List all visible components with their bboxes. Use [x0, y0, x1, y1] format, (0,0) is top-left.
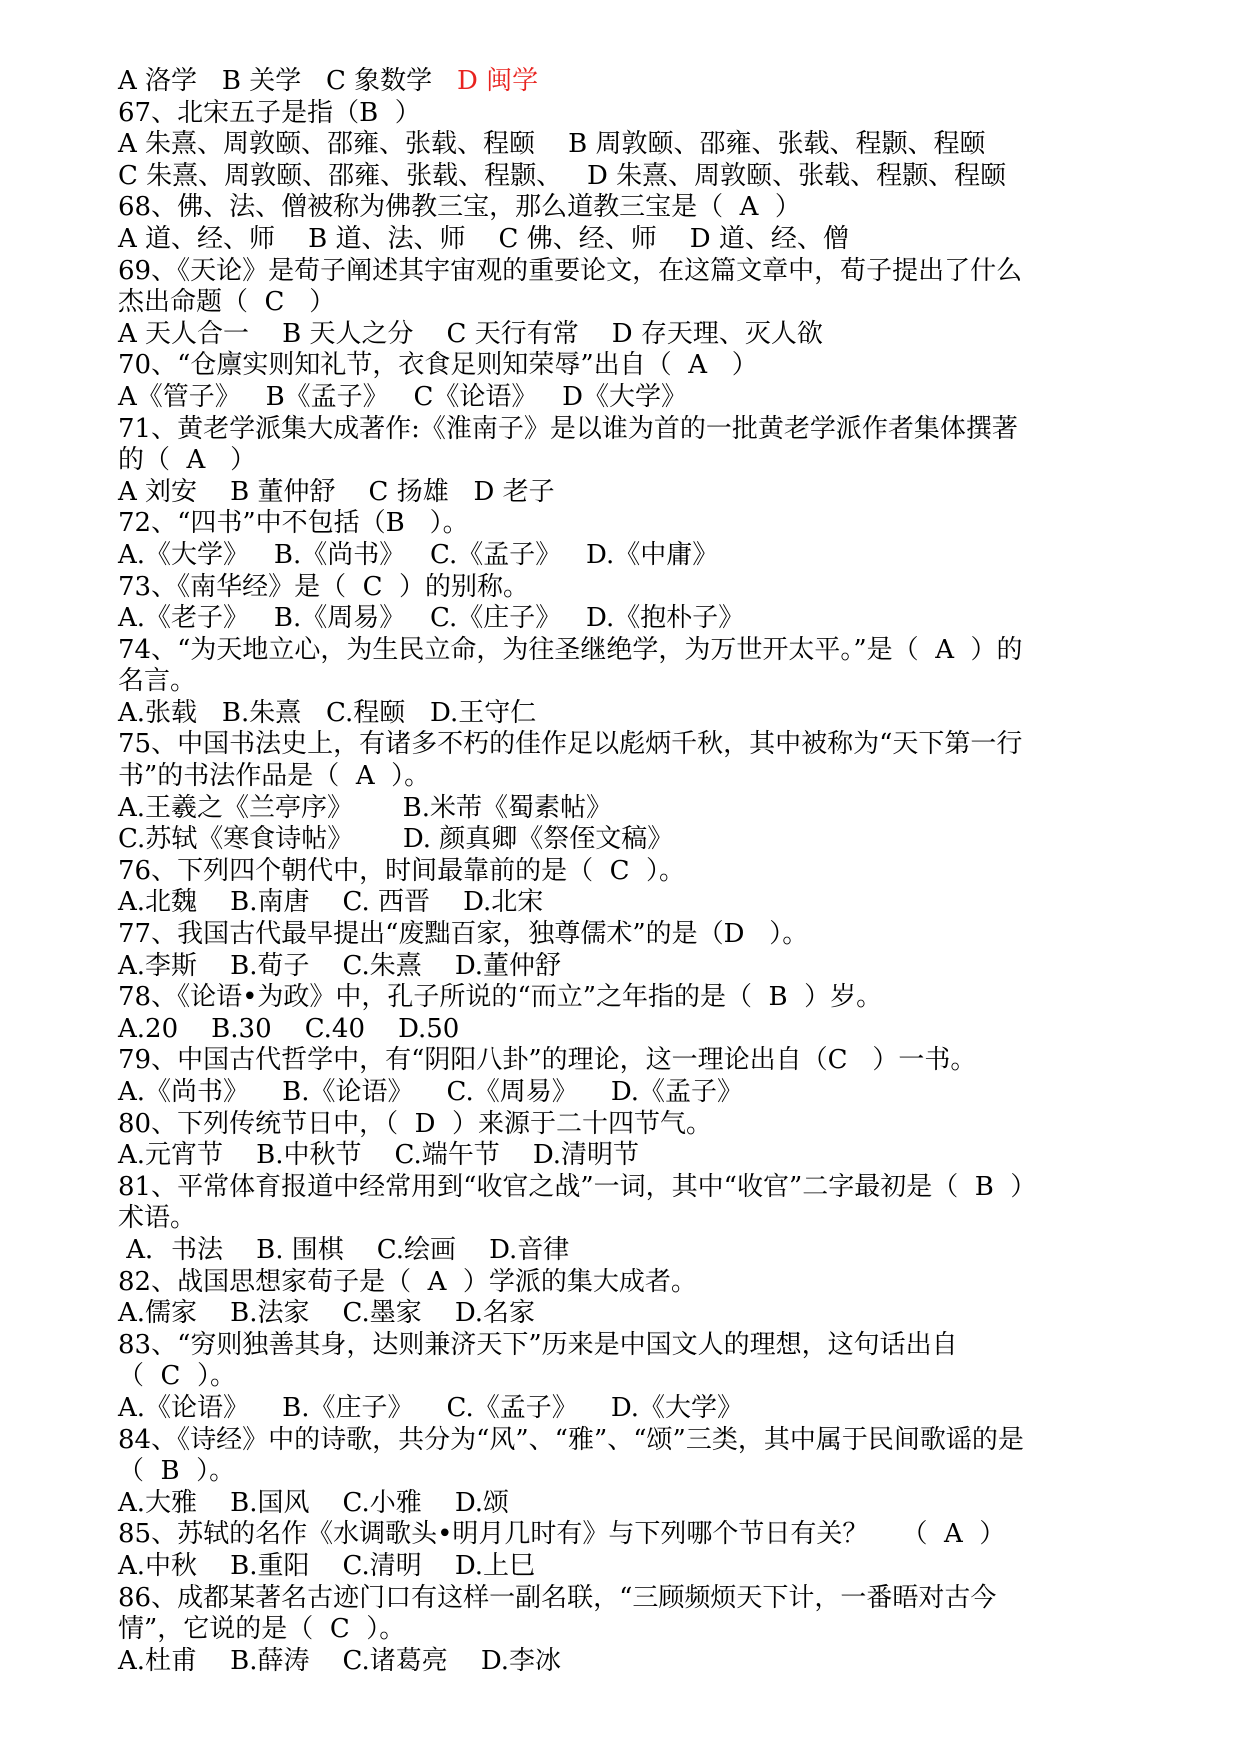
line-text: A《管子》 B《孟子》 C《论语》 D《大学》: [118, 381, 688, 412]
line-text: 72、“四书”中不包括（B ）。: [118, 508, 469, 539]
text-line: [118, 1330, 1128, 1362]
text-line: [118, 129, 1128, 161]
text-line: [118, 1614, 1128, 1646]
line-text: 73、《南华经》是（ C ）的别称。: [118, 571, 530, 602]
text-line: [118, 477, 1128, 509]
text-line: [118, 66, 1128, 98]
text-line: [118, 1583, 1128, 1615]
line-text: A.《老子》 B.《周易》 C.《庄子》 D.《抱朴子》: [118, 603, 745, 634]
text-line: [118, 1393, 1128, 1425]
text-line: [118, 445, 1128, 477]
text-line: [118, 1456, 1128, 1488]
text-line: [118, 1235, 1128, 1267]
text-line: [118, 666, 1128, 698]
line-text: 85、苏轼的名作《水调歌头•明月几时有》与下列哪个节日有关？ （ A ）: [118, 1519, 1006, 1550]
text-line: [118, 793, 1128, 825]
text-line: [118, 161, 1128, 193]
text-line: [118, 603, 1128, 635]
text-line: [118, 572, 1128, 604]
text-line: [118, 761, 1128, 793]
line-text: 杰出命题（ C ）: [118, 287, 336, 318]
text-line: [118, 1077, 1128, 1109]
line-text: 的（ A ）: [118, 445, 257, 476]
text-line: [118, 887, 1128, 919]
line-text: A.20 B.30 C.40 D.50: [118, 1013, 460, 1044]
line-text: 情”，它说的是（ C ）。: [118, 1614, 406, 1645]
line-text: 82、战国思想家荀子是（ A ）学派的集大成者。: [118, 1266, 697, 1297]
line-text: 83、“穷则独善其身，达则兼济天下”历来是中国文人的理想，这句话出自: [118, 1329, 958, 1360]
text-line: [118, 1172, 1128, 1204]
line-text: 77、我国古代最早提出“废黜百家，独尊儒术”的是（D ）。: [118, 919, 809, 950]
line-text: 书”的书法作品是（ A ）。: [118, 761, 431, 792]
text-line: [118, 508, 1128, 540]
text-line: [118, 1519, 1128, 1551]
text-line: [118, 287, 1128, 319]
line-text: A．书法 B. 围棋 C.绘画 D.音律: [118, 1234, 570, 1265]
line-text: 81、平常体育报道中经常用到“收官之战”一词，其中“收官”二字最初是（ B ）: [118, 1171, 1037, 1202]
text-line: [118, 414, 1128, 446]
line-text: A 道、经、师 B 道、法、师 C 佛、经、师 D 道、经、僧: [118, 223, 849, 254]
document-page: [118, 66, 1128, 1677]
text-line: [118, 1551, 1128, 1583]
line-text: A.元宵节 B.中秋节 C.端午节 D.清明节: [118, 1140, 640, 1171]
line-text: A.杜甫 B.薛涛 C.诸葛亮 D.李冰: [118, 1645, 562, 1676]
line-text: 75、中国书法史上，有诸多不朽的佳作足以彪炳千秋，其中被称为“天下第一行: [118, 729, 1023, 760]
line-text: 84、《诗经》中的诗歌，共分为“风”、“雅”、“颂”三类，其中属于民间歌谣的是: [118, 1424, 1024, 1455]
line-text: 名言。: [118, 666, 197, 697]
line-text: 79、中国古代哲学中，有“阴阳八卦”的理论，这一理论出自（C ）一书。: [118, 1045, 977, 1076]
text-line: [118, 1203, 1128, 1235]
line-text: 78、《论语•为政》中，孔子所说的“而立”之年指的是（ B ）岁。: [118, 982, 883, 1013]
line-text: 71、黄老学派集大成著作:《淮南子》是以谁为首的一批黄老学派作者集体撰著: [118, 413, 1018, 444]
text-line: [118, 98, 1128, 130]
line-text: A 刘安 B 董仲舒 C 扬雄 D 老子: [118, 476, 555, 507]
text-line: [118, 319, 1128, 351]
text-line: [118, 1014, 1128, 1046]
text-line: [118, 256, 1128, 288]
text-line: [118, 1267, 1128, 1299]
text-line: [118, 1646, 1128, 1678]
text-line: [118, 1045, 1128, 1077]
text-line: [118, 1109, 1128, 1141]
text-line: [118, 635, 1128, 667]
line-text: A 洛学 B 关学 C 象数学: [118, 66, 457, 96]
line-text: 76、下列四个朝代中，时间最靠前的是（ C ）。: [118, 855, 686, 886]
text-line: [118, 382, 1128, 414]
text-line: [118, 224, 1128, 256]
text-line: [118, 540, 1128, 572]
highlighted-answer: D 闽学: [456, 66, 539, 96]
line-text: 74、“为天地立心，为生民立命，为往圣继绝学，为万世开太平。”是（ A ）的: [118, 634, 1023, 665]
line-text: 68、佛、法、僧被称为佛教三宝，那么道教三宝是（ A ）: [118, 192, 801, 223]
line-text: 术语。: [118, 1203, 197, 1234]
text-line: [118, 729, 1128, 761]
text-line: [118, 824, 1128, 856]
text-line: [118, 982, 1128, 1014]
line-text: （ C ）。: [118, 1361, 236, 1392]
line-text: A.李斯 B.荀子 C.朱熹 D.董仲舒: [118, 950, 562, 981]
line-text: C 朱熹、周敦颐、邵雍、张载、程颢、 D 朱熹、周敦颐、张载、程颢、程颐: [118, 160, 1007, 191]
line-text: A.大雅 B.国风 C.小雅 D.颂: [118, 1487, 510, 1518]
line-text: A 朱熹、周敦颐、邵雍、张载、程颐 B 周敦颐、邵雍、张载、程颢、程颐: [118, 129, 986, 160]
line-text: 67、北宋五子是指（B ）: [118, 97, 421, 128]
text-line: [118, 856, 1128, 888]
text-line: [118, 1140, 1128, 1172]
text-line: [118, 698, 1128, 730]
line-text: C.苏轼《寒食诗帖》 D. 颜真卿《祭侄文稿》: [118, 824, 674, 855]
text-line: [118, 192, 1128, 224]
line-text: A.王羲之《兰亭序》 B.米芾《蜀素帖》: [118, 792, 613, 823]
line-text: A 天人合一 B 天人之分 C 天行有常 D 存天理、灭人欲: [118, 318, 823, 349]
line-text: 80、下列传统节日中，（ D ）来源于二十四节气。: [118, 1108, 712, 1139]
line-text: （ B ）。: [118, 1456, 236, 1487]
text-line: [118, 1361, 1128, 1393]
line-text: 69、《天论》是荀子阐述其宇宙观的重要论文，在这篇文章中，荀子提出了什么: [118, 255, 1023, 286]
line-text: 70、“仓廪实则知礼节，衣食足则知荣辱”出自（ A ）: [118, 350, 758, 381]
text-line: [118, 1298, 1128, 1330]
text-line: [118, 1488, 1128, 1520]
text-line: [118, 350, 1128, 382]
line-text: A.中秋 B.重阳 C.清明 D.上巳: [118, 1550, 536, 1581]
text-line: [118, 951, 1128, 983]
text-line: [118, 1425, 1128, 1457]
line-text: A.北魏 B.南唐 C. 西晋 D.北宋: [118, 887, 544, 918]
line-text: A.儒家 B.法家 C.墨家 D.名家: [118, 1298, 536, 1329]
line-text: 86、成都某著名古迹门口有这样一副名联，“三顾频烦天下计，一番晤对古今: [118, 1582, 997, 1613]
line-text: A.《论语》 B.《庄子》 C.《孟子》 D.《大学》: [118, 1392, 744, 1423]
line-text: A.张载 B.朱熹 C.程颐 D.王守仁: [118, 697, 537, 728]
line-text: A.《尚书》 B.《论语》 C.《周易》 D.《孟子》: [118, 1077, 744, 1107]
line-text: A.《大学》 B.《尚书》 C.《孟子》 D.《中庸》: [118, 539, 719, 570]
text-line: [118, 919, 1128, 951]
